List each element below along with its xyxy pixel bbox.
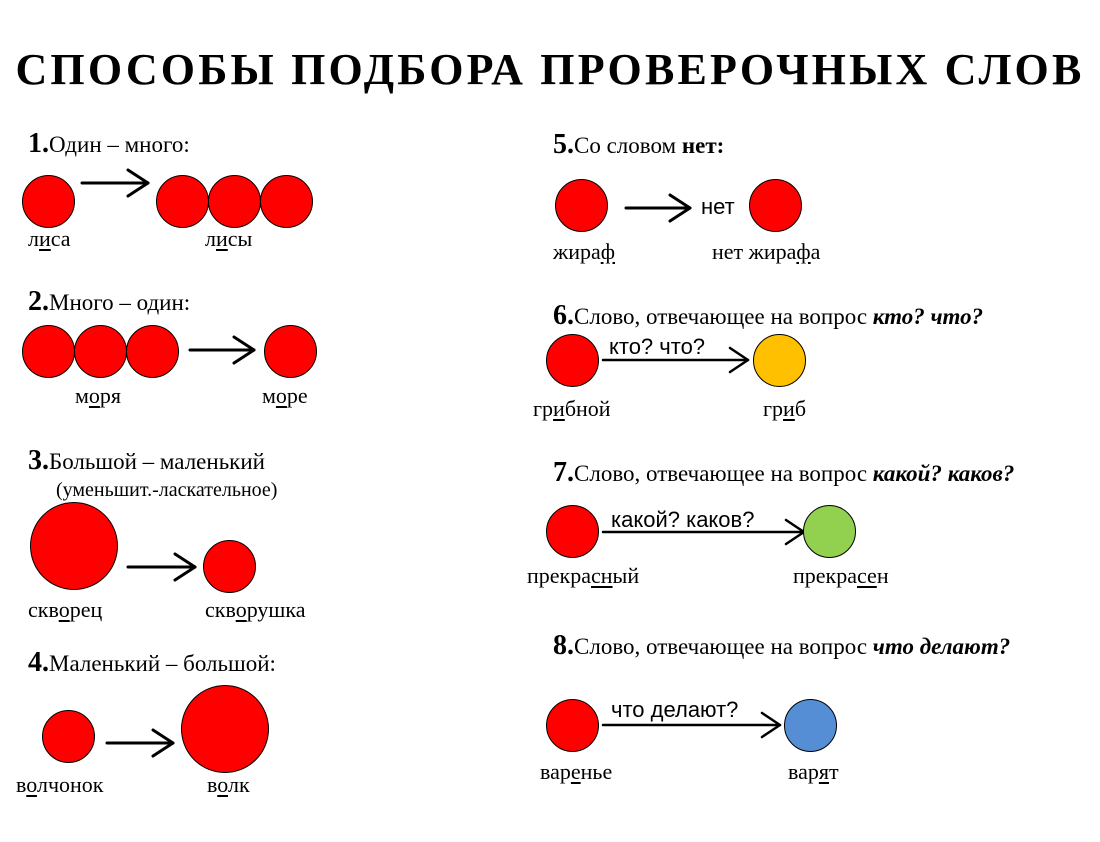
arrow-5	[626, 195, 690, 221]
method-5-number: 5.	[553, 129, 574, 160]
method-4-number: 4.	[28, 647, 49, 678]
method-8-heading	[553, 632, 1010, 661]
arrow-8-label: что делают?	[611, 697, 739, 722]
word-volchonok: волчонок	[16, 772, 104, 797]
method-8-number: 8.	[553, 630, 574, 661]
word-varyat: варят	[788, 759, 839, 784]
method-8-heading-text: Слово, отвечающее на вопрос	[574, 634, 873, 659]
red-circle	[546, 505, 599, 558]
red-circle	[203, 540, 256, 593]
red-circle	[74, 325, 127, 378]
red-circle	[546, 334, 599, 387]
method-8-heading-bold: что делают?	[872, 634, 1011, 659]
arrow-6-label: кто? что?	[609, 334, 706, 359]
word-zhiraf: жираф	[553, 239, 616, 264]
method-4-heading-text: Маленький – большой:	[49, 651, 276, 676]
word-morya: моря	[75, 383, 122, 408]
method-6-heading	[553, 302, 983, 331]
red-circle	[126, 325, 179, 378]
method-1-heading	[28, 130, 190, 159]
method-2-heading-text: Много – один:	[49, 290, 191, 315]
red-circle-large	[30, 502, 118, 590]
blue-circle	[784, 699, 837, 752]
method-3-heading	[28, 447, 265, 476]
method-7-heading-text: Слово, отвечающее на вопрос	[574, 461, 873, 486]
method-4-heading	[28, 649, 276, 678]
red-circle	[260, 175, 313, 228]
word-volk: волк	[207, 772, 250, 797]
method-1-number: 1.	[28, 128, 49, 159]
word-skvorets: скворец	[28, 597, 103, 622]
method-7-heading	[553, 459, 1014, 488]
method-2-heading	[28, 288, 190, 317]
red-circle	[22, 175, 75, 228]
method-5-heading-bold: нет:	[681, 133, 725, 158]
yellow-circle	[753, 334, 806, 387]
arrow-4	[107, 730, 173, 756]
arrow-3	[128, 554, 195, 580]
word-varenye: варенье	[540, 759, 613, 784]
method-6-heading-bold: кто? что?	[872, 304, 984, 329]
green-circle	[803, 505, 856, 558]
word-lisa: лиса	[28, 226, 71, 251]
red-circle	[42, 710, 95, 763]
red-circle-large	[181, 685, 269, 773]
word-grib: гриб	[763, 396, 807, 421]
word-skvorushka: скворушка	[205, 597, 306, 622]
arrow-7-label: какой? каков?	[611, 507, 755, 532]
method-5-heading	[553, 131, 724, 160]
arrow-1	[82, 170, 148, 196]
method-7-number: 7.	[553, 457, 574, 488]
red-circle	[156, 175, 209, 228]
method-5-heading-text: Со словом	[574, 133, 682, 158]
red-circle	[22, 325, 75, 378]
red-circle	[546, 699, 599, 752]
method-3-heading-text: Большой – маленький	[49, 449, 265, 474]
method-6-heading-text: Слово, отвечающее на вопрос	[574, 304, 873, 329]
arrow-2	[190, 337, 254, 363]
method-2-number: 2.	[28, 286, 49, 317]
page-title: СПОСОБЫ ПОДБОРА ПРОВЕРОЧНЫХ СЛОВ	[15, 45, 1085, 94]
word-gribnoy: грибной	[533, 396, 611, 421]
word-more: море	[262, 383, 308, 408]
word-prekrasny: прекрасный	[527, 563, 640, 588]
word-prekrasen: прекрасен	[793, 563, 889, 588]
arrow-5-label: нет	[701, 194, 735, 219]
word-net-zhirafa: нет жирафа	[712, 239, 821, 264]
word-lisy: лисы	[205, 226, 253, 251]
red-circle	[264, 325, 317, 378]
method-1-heading-text: Один – много:	[49, 132, 190, 157]
method-6-number: 6.	[553, 300, 574, 331]
method-7-heading-bold: какой? каков?	[872, 461, 1015, 486]
red-circle	[749, 179, 802, 232]
red-circle	[208, 175, 261, 228]
method-3-number: 3.	[28, 445, 49, 476]
method-3-subheading: (уменьшит.-ласкательное)	[56, 479, 278, 501]
red-circle	[555, 179, 608, 232]
